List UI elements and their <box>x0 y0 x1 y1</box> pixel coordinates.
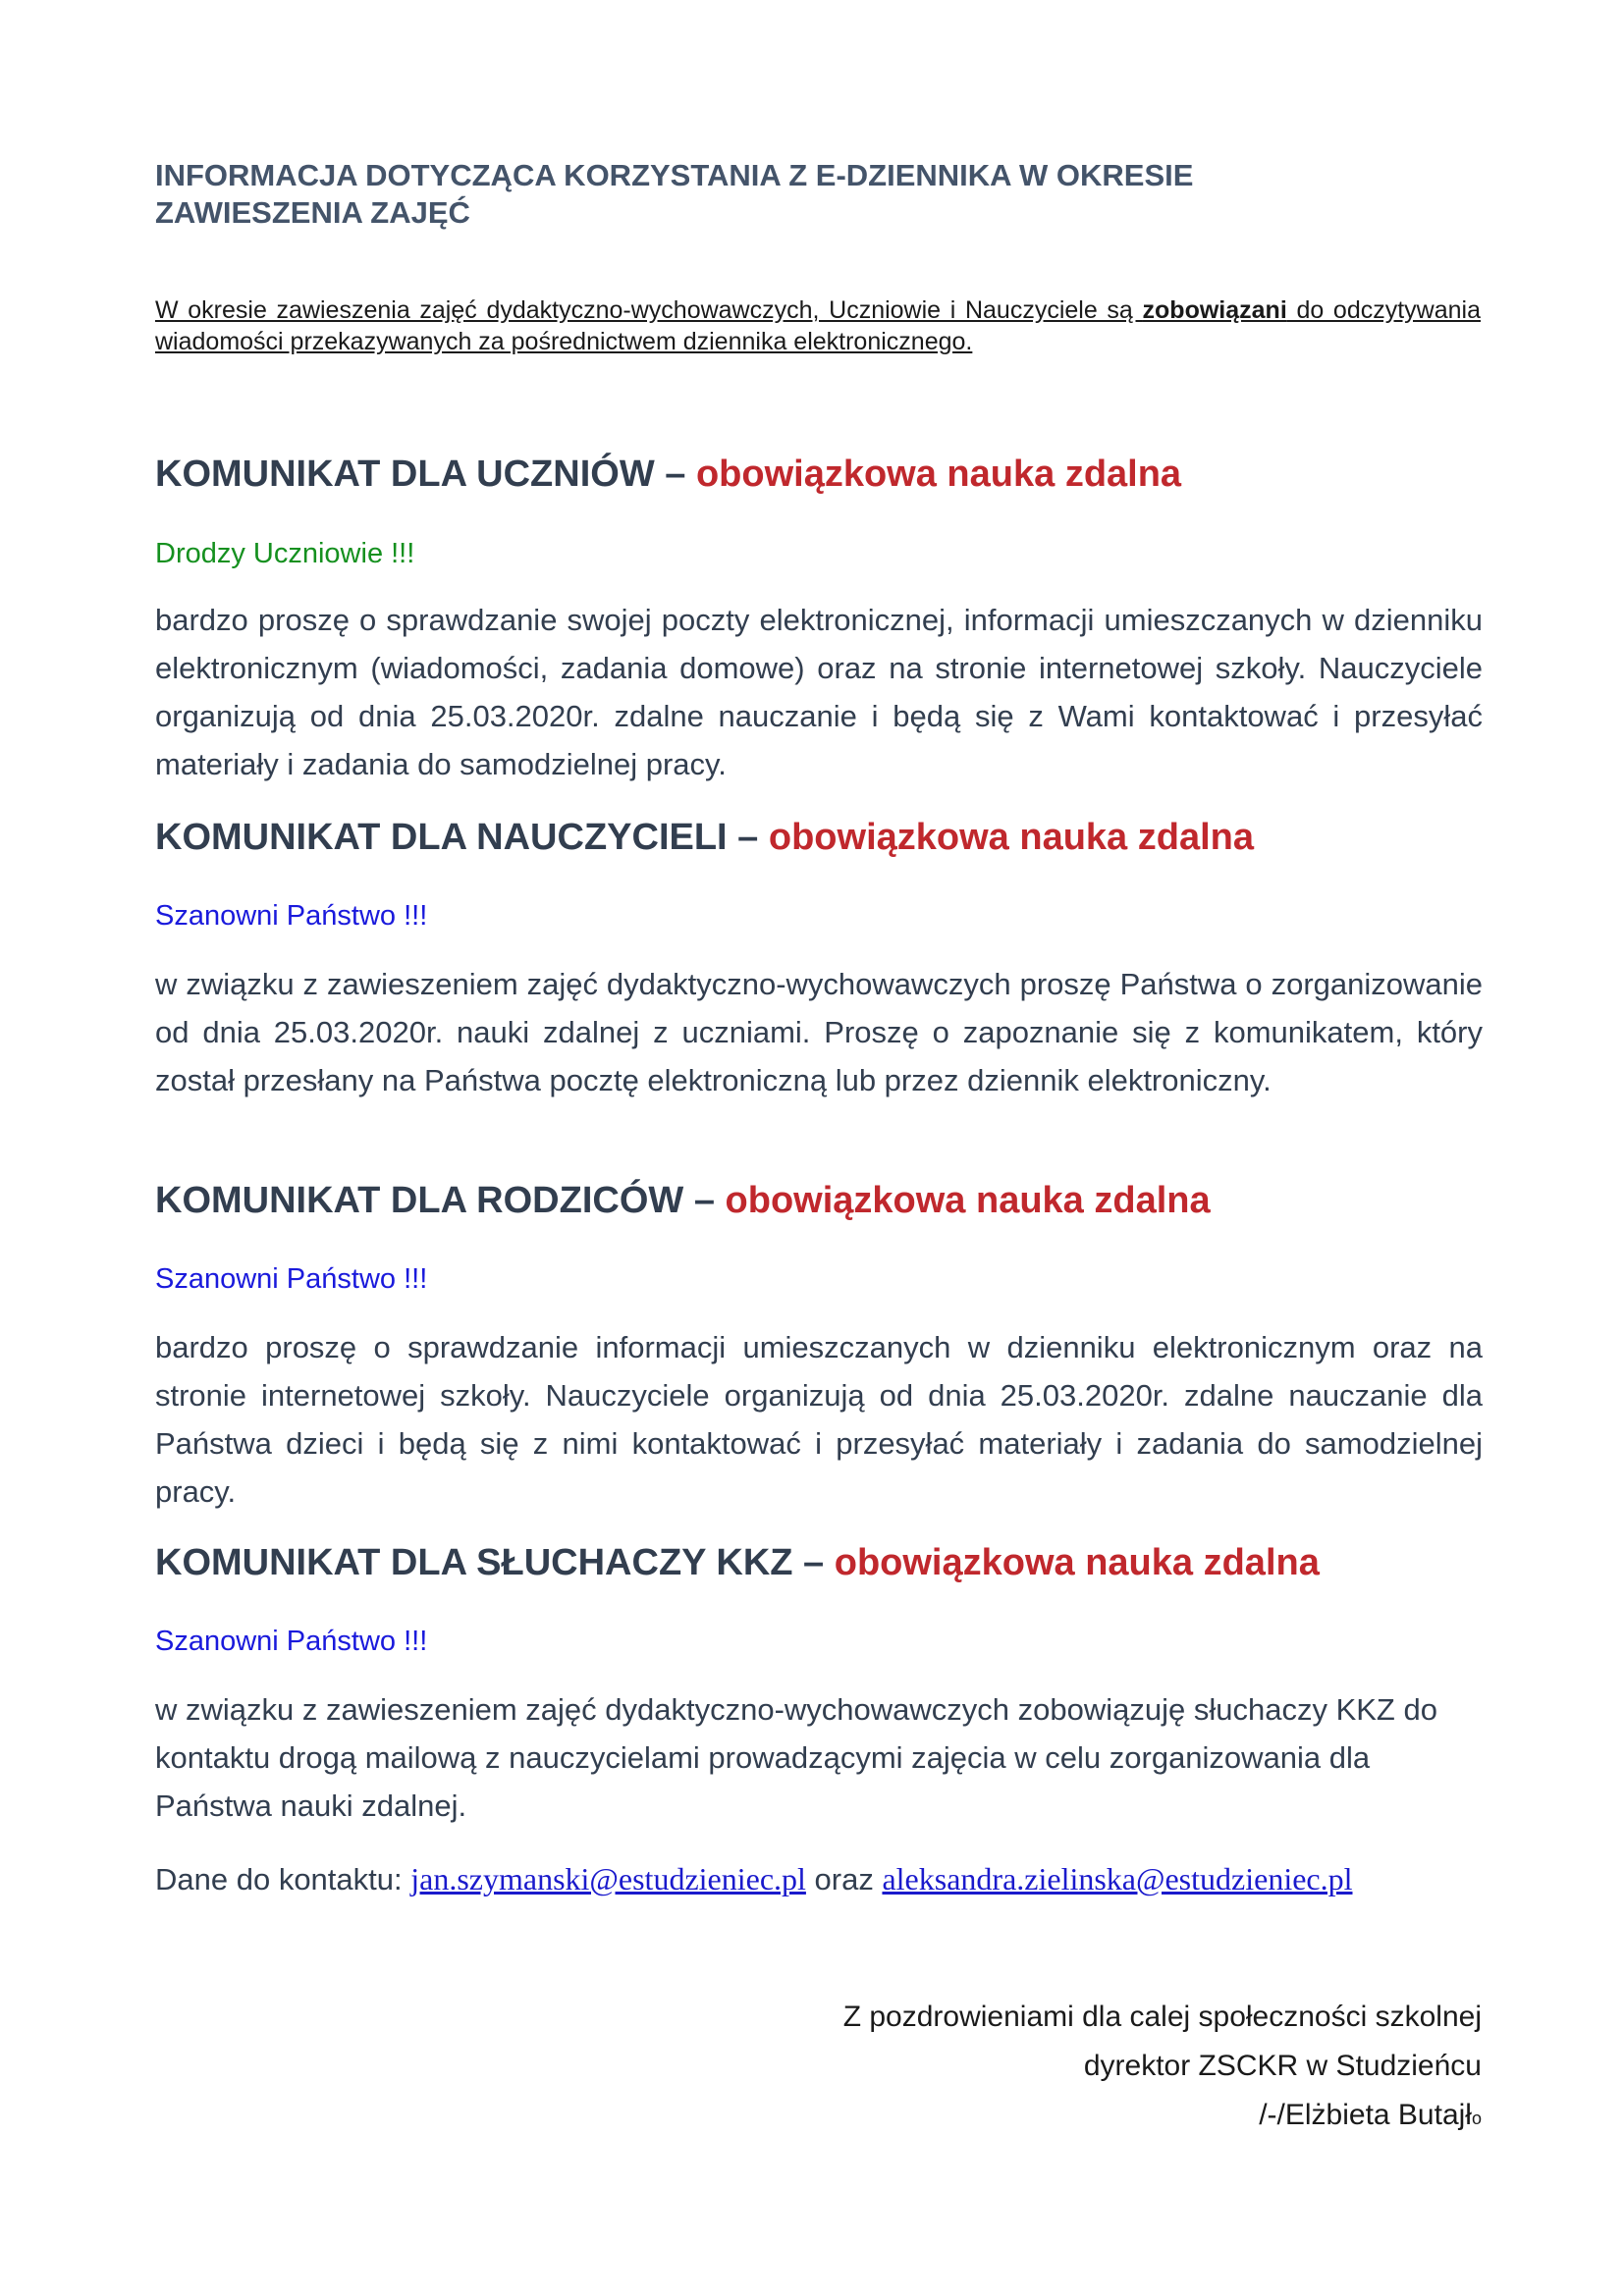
document-title-line1: INFORMACJA DOTYCZĄCA KORZYSTANIA Z E-DZIENNIKA W OKRESIE <box>155 158 1194 192</box>
section-heading-sub: obowiązkowa nauka zdalna <box>695 454 1182 495</box>
signature-block <box>843 1993 1482 2143</box>
document-title-line2: ZAWIESZENIA ZAJĘĆ <box>155 195 470 230</box>
section-heading-main: KOMUNIKAT DLA UCZNIÓW <box>155 454 655 495</box>
notice-text-after: do odczytywania wiadomości przekazywanych za pośrednictwem dziennika elektronicznego. <box>155 296 1482 355</box>
notice-bold-word: zobowiązani <box>1142 296 1287 324</box>
obligation-notice <box>155 294 1481 357</box>
email-link-1[interactable]: jan.szymanski@estudzieniec.pl <box>410 1861 806 1896</box>
notice-text-before: W okresie zawieszenia zajęć dydaktyczno-wychowawczych, Uczniowie i Nauczyciele są <box>155 296 1143 324</box>
section-heading-parents <box>155 1178 1530 1223</box>
section-heading-dash: – <box>727 817 769 858</box>
signature-name-suffix: o <box>1471 2109 1482 2128</box>
section-heading-teachers <box>155 815 1530 860</box>
greeting-teachers: Szanowni Państwo !!! <box>155 900 428 932</box>
section-heading-sub: obowiązkowa nauka zdalna <box>768 817 1254 858</box>
contact-conjunction: oraz <box>805 1862 883 1896</box>
section-heading-sub: obowiązkowa nauka zdalna <box>834 1542 1320 1583</box>
body-parents: bardzo proszę o sprawdzanie informacji umieszczanych w dzienniku elektronicznym oraz na stronie internetowej szkoły. Nauczyciele organizują od dnia 25.03.2020r. zdalne nauczanie dla Państwa dzieci i będą się z nimi kontaktować i przesyłać materiały i zadania do samodzielnej pracy. <box>155 1330 1483 1509</box>
contact-label: Dane do kontaktu: <box>155 1862 411 1896</box>
document-title <box>155 157 1490 232</box>
body-students: bardzo proszę o sprawdzanie swojej poczty elektronicznej, informacji umieszczanych w dzienniku elektronicznym (wiadomości, zadania domowe) oraz na stronie internetowej szkoły. Nauczyciele organizują od dnia 25.03.2020r. zdalne nauczanie i będą się z Wami kontaktować i przesyłać materiały i zadania do samodzielnej pracy. <box>155 603 1483 781</box>
section-heading-dash: – <box>683 1180 726 1221</box>
section-heading-dash: – <box>654 454 696 495</box>
body-teachers: w związku z zawieszeniem zajęć dydaktyczno-wychowawczych proszę Państwa o zorganizowanie od dnia 25.03.2020r. nauki zdalnej z uczniami. Proszę o zapoznanie się z komunikatem, który został przesłany na Państwa pocztę elektroniczną lub przez dziennik elektroniczny. <box>155 967 1483 1097</box>
signature-name-text: /-/Elżbieta Butajł <box>1259 2099 1472 2131</box>
section-heading-main: KOMUNIKAT DLA RODZICÓW <box>155 1180 684 1221</box>
email-link-2[interactable]: aleksandra.zielinska@estudzieniec.pl <box>882 1861 1353 1896</box>
signature-greeting: Z pozdrowieniami dla calej społeczności szkolnej <box>842 2001 1482 2033</box>
section-heading-main: KOMUNIKAT DLA NAUCZYCIELI <box>155 817 728 858</box>
greeting-kkz: Szanowni Państwo !!! <box>155 1626 428 1657</box>
greeting-parents: Szanowni Państwo !!! <box>155 1263 428 1295</box>
body-kkz: w związku z zawieszeniem zajęć dydaktyczno-wychowawczych zobowiązuję słuchaczy KKZ do kontaktu drogą mailową z nauczycielami prowadzącymi zajęcia w celu zorganizowania dla Państwa nauki zdalnej. <box>155 1692 1437 1823</box>
section-heading-main: KOMUNIKAT DLA SŁUCHACZY KKZ <box>155 1542 793 1583</box>
greeting-students: Drodzy Uczniowie !!! <box>155 538 415 569</box>
section-heading-students <box>155 452 1530 497</box>
contact-line <box>155 1859 1353 1899</box>
section-heading-sub: obowiązkowa nauka zdalna <box>725 1180 1211 1221</box>
signature-title: dyrektor ZSCKR w Studzieńcu <box>1083 2050 1482 2082</box>
section-heading-kkz <box>155 1540 1530 1585</box>
section-heading-dash: – <box>792 1542 835 1583</box>
signature-name <box>843 2091 1482 2143</box>
